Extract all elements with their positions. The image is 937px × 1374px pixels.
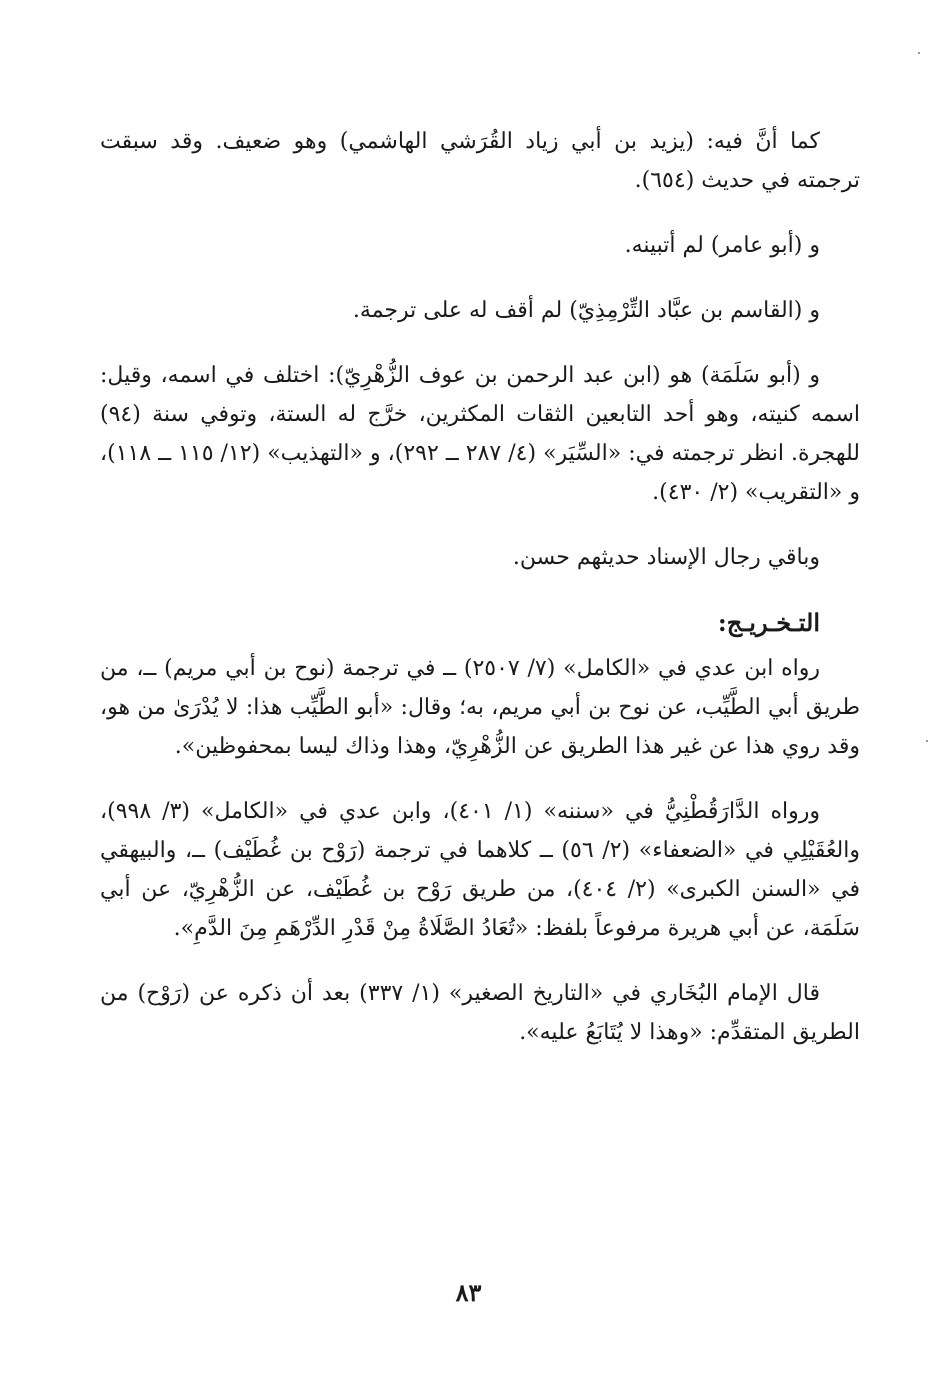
margin-speck bbox=[918, 52, 920, 54]
paragraph-ibn-adi: رواه ابن عدي في «الكامل» (٧/ ٢٥٠٧) ــ في ترجمة (نوح بن أبي مريم) ــ، من طريق أبي الطَّيِّب، عن نوح بن أبي مريم، به؛ وقال: «أبو الطَّيِّب هذا: لا يُدْرَىٰ من هو، وقد روي هذا عن غير هذا الطريق عن الزُّهْرِيّ، وهذا وذاك ليسا بمحفوظين». bbox=[100, 656, 860, 759]
page-number: ٨٣ bbox=[455, 1278, 482, 1307]
margin-speck bbox=[926, 740, 928, 742]
paragraph-abu-amir: و (أبو عامر) لم أتبينه. bbox=[624, 233, 820, 258]
paragraph-narrators: وباقي رجال الإسناد حديثهم حسن. bbox=[512, 545, 820, 570]
paragraph-daraqutni: ورواه الدَّارَقُطْنِيُّ في «سننه» (١/ ٤٠١)، وابن عدي في «الكامل» (٣/ ٩٩٨)، والعُقَيْلِي في «الضعفاء» (٢/ ٥٦) ــ كلاهما في ترجمة (رَوْح بن غُطَيْف) ــ، والبيهقي في «السنن الكبرى» (٢/ ٤٠٤)، من طريق رَوْح بن غُطَيْف، عن الزُّهْرِيّ، عن أبي سَلَمَة، عن أبي هريرة مرفوعاً بلفظ: «تُعَادُ الصَّلَاةُ مِنْ قَدْرِ الدِّرْهَمِ مِنَ الدَّمِ». bbox=[100, 799, 861, 941]
paragraph-bukhari: قال الإمام البُخَاري في «التاريخ الصغير» (١/ ٣٣٧) بعد أن ذكره عن (رَوْح) من الطريق المتقدِّم: «وهذا لا يُتَابَعُ عليه». bbox=[100, 981, 860, 1045]
paragraph-yazid: كما أنَّ فيه: (يزيد بن أبي زياد القُرَشي الهاشمي) وهو ضعيف. وقد سبقت ترجمته في حديث (٦٥٤). bbox=[100, 129, 860, 193]
section-heading-takhrij: التـخـريـج: bbox=[717, 608, 820, 637]
paragraph-qasim: و (القاسم بن عبَّاد التِّرْمِذِيّ) لم أقف له على ترجمة. bbox=[352, 298, 820, 323]
paragraph-abu-salama: و (أبو سَلَمَة) هو (ابن عبد الرحمن بن عوف الزُّهْرِيّ): اختلف في اسمه، وقيل: اسمه كنيته، وهو أحد التابعين الثقات المكثرين، خرَّج له الستة، وتوفي سنة (٩٤) للهجرة. انظر ترجمته في: «السِّيَر» (٤/ ٢٨٧ ــ ٢٩٢)، و «التهذيب» (١٢/ ١١٥ ــ ١١٨)، و «التقريب» (٢/ ٤٣٠). bbox=[100, 363, 860, 505]
page-body bbox=[100, 122, 860, 1078]
